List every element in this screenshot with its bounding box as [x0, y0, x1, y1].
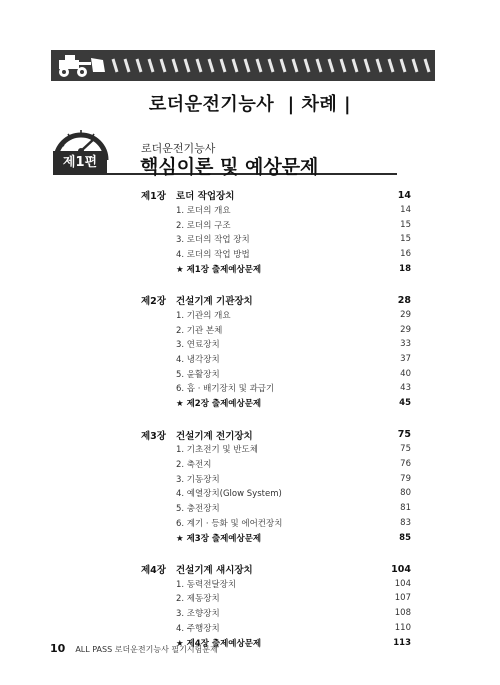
chapter-title: 건설기계 섀시장치	[176, 565, 253, 577]
chapter-page: 104	[391, 563, 411, 575]
entry-page: 81	[400, 503, 411, 514]
entry-page: 15	[400, 219, 411, 230]
chapter-block	[141, 562, 411, 650]
header-banner	[51, 50, 435, 81]
entry-label: 4. 주행장치	[176, 623, 220, 634]
chapter-number: 제1장	[141, 191, 166, 203]
entry-page: 110	[394, 622, 411, 633]
title-separator: |	[280, 94, 302, 115]
toc-entry[interactable]	[141, 515, 411, 530]
entry-page: 40	[400, 368, 411, 379]
document-title	[0, 90, 500, 116]
chapter-number: 제4장	[141, 565, 166, 577]
toc-entry[interactable]	[141, 247, 411, 262]
entry-page: 107	[394, 593, 411, 604]
toc-entry[interactable]	[141, 606, 411, 621]
chapter-number: 제3장	[141, 430, 166, 442]
chapter-block	[141, 188, 411, 276]
toc-entry[interactable]	[141, 337, 411, 352]
entry-label: 4. 냉각장치	[176, 355, 220, 366]
entry-page: 16	[400, 249, 411, 259]
entry-page: 83	[400, 517, 411, 528]
toc-entry[interactable]	[141, 471, 411, 486]
entry-label: 1. 동력전달장치	[176, 579, 237, 590]
book-name: 로더운전기능사	[148, 94, 275, 115]
entry-label: 3. 조향장치	[176, 609, 220, 620]
entry-label: ★ 제1장 출제예상문제	[176, 264, 262, 275]
entry-label: 2. 로더의 구조	[176, 220, 231, 231]
entry-label: 5. 윤활장치	[176, 369, 220, 380]
toc-entry[interactable]	[141, 352, 411, 367]
entry-page: 45	[399, 398, 411, 409]
chapter-heading[interactable]	[141, 562, 411, 577]
toc-entry[interactable]	[141, 217, 411, 232]
entry-label: 1. 기관의 개요	[176, 310, 231, 321]
table-of-contents	[141, 188, 411, 650]
entry-page: 80	[400, 488, 411, 499]
entry-page: 75	[400, 444, 411, 455]
chapter-title: 건설기계 전기장치	[176, 430, 253, 442]
entry-label: 2. 축전지	[176, 460, 212, 471]
chapter-heading[interactable]	[141, 188, 411, 203]
entry-label: 2. 기관 본체	[176, 325, 223, 336]
review-questions-entry[interactable]	[141, 261, 411, 276]
part-subtitle: 로더운전기능사	[141, 142, 216, 155]
toc-entry[interactable]	[141, 442, 411, 457]
part-badge: 제1편	[53, 151, 107, 175]
toc-entry[interactable]	[141, 203, 411, 218]
chapter-page: 28	[397, 294, 411, 306]
entry-label: ★ 제4장 출제예상문제	[176, 638, 262, 649]
entry-label: 4. 예열장치(Glow System)	[176, 489, 282, 500]
toc-entry[interactable]	[141, 366, 411, 381]
banner-stripes	[51, 50, 435, 81]
entry-label: 3. 연료장치	[176, 340, 220, 351]
page-footer	[50, 642, 218, 655]
section-name: 차례	[301, 94, 338, 115]
entry-page: 76	[400, 459, 411, 470]
entry-page: 43	[400, 383, 411, 394]
entry-page: 29	[400, 324, 411, 335]
chapter-title: 건설기계 기관장치	[176, 296, 253, 308]
toc-entry[interactable]	[141, 232, 411, 247]
chapter-gap	[141, 276, 411, 293]
toc-entry[interactable]	[141, 501, 411, 516]
entry-label: 4. 로더의 작업 방법	[176, 250, 250, 260]
entry-label: 5. 충전장치	[176, 504, 220, 515]
toc-entry[interactable]	[141, 576, 411, 591]
entry-page: 85	[399, 532, 411, 543]
toc-entry[interactable]	[141, 457, 411, 472]
toc-entry[interactable]	[141, 381, 411, 396]
entry-page: 104	[394, 578, 411, 589]
entry-page: 37	[400, 354, 411, 365]
chapter-page: 75	[397, 429, 411, 441]
chapter-block	[141, 293, 411, 410]
entry-page: 33	[400, 339, 411, 350]
chapter-number: 제2장	[141, 296, 166, 308]
chapter-gap	[141, 545, 411, 562]
entry-label: 6. 계기 · 등화 및 에어컨장치	[176, 518, 283, 529]
entry-label: 3. 기동장치	[176, 474, 220, 485]
entry-label: 1. 기초전기 및 반도체	[176, 445, 258, 456]
page-number: 10	[50, 642, 66, 655]
entry-label: 6. 흡 · 배기장치 및 과급기	[176, 384, 275, 395]
entry-label: 1. 로더의 개요	[176, 205, 231, 216]
chapter-block	[141, 427, 411, 544]
entry-label: ★ 제3장 출제예상문제	[176, 533, 262, 544]
entry-page: 113	[393, 637, 411, 648]
chapter-page: 14	[397, 189, 411, 201]
chapter-gap	[141, 410, 411, 427]
entry-page: 15	[400, 234, 411, 245]
entry-page: 18	[399, 263, 411, 274]
title-separator-end: |	[337, 94, 352, 115]
review-questions-entry[interactable]	[141, 530, 411, 545]
entry-page: 108	[394, 608, 411, 619]
toc-entry[interactable]	[141, 591, 411, 606]
entry-page: 29	[400, 309, 411, 320]
chapter-heading[interactable]	[141, 293, 411, 308]
entry-page: 79	[400, 473, 411, 484]
part-title: 핵심이론 및 예상문제	[140, 156, 319, 178]
toc-entry[interactable]	[141, 621, 411, 636]
chapter-title: 로더 작업장치	[176, 191, 235, 203]
entry-page: 14	[400, 204, 411, 215]
entry-label: ★ 제2장 출제예상문제	[176, 399, 262, 410]
toc-entry[interactable]	[141, 308, 411, 323]
footer-book-title: ALL PASS 로더운전기능사 필기시험문제	[75, 645, 218, 654]
chapter-heading[interactable]	[141, 427, 411, 442]
toc-entry[interactable]	[141, 486, 411, 501]
entry-label: 3. 로더의 작업 장치	[176, 235, 250, 246]
toc-entry[interactable]	[141, 322, 411, 337]
review-questions-entry[interactable]	[141, 396, 411, 411]
entry-label: 2. 제동장치	[176, 594, 220, 605]
